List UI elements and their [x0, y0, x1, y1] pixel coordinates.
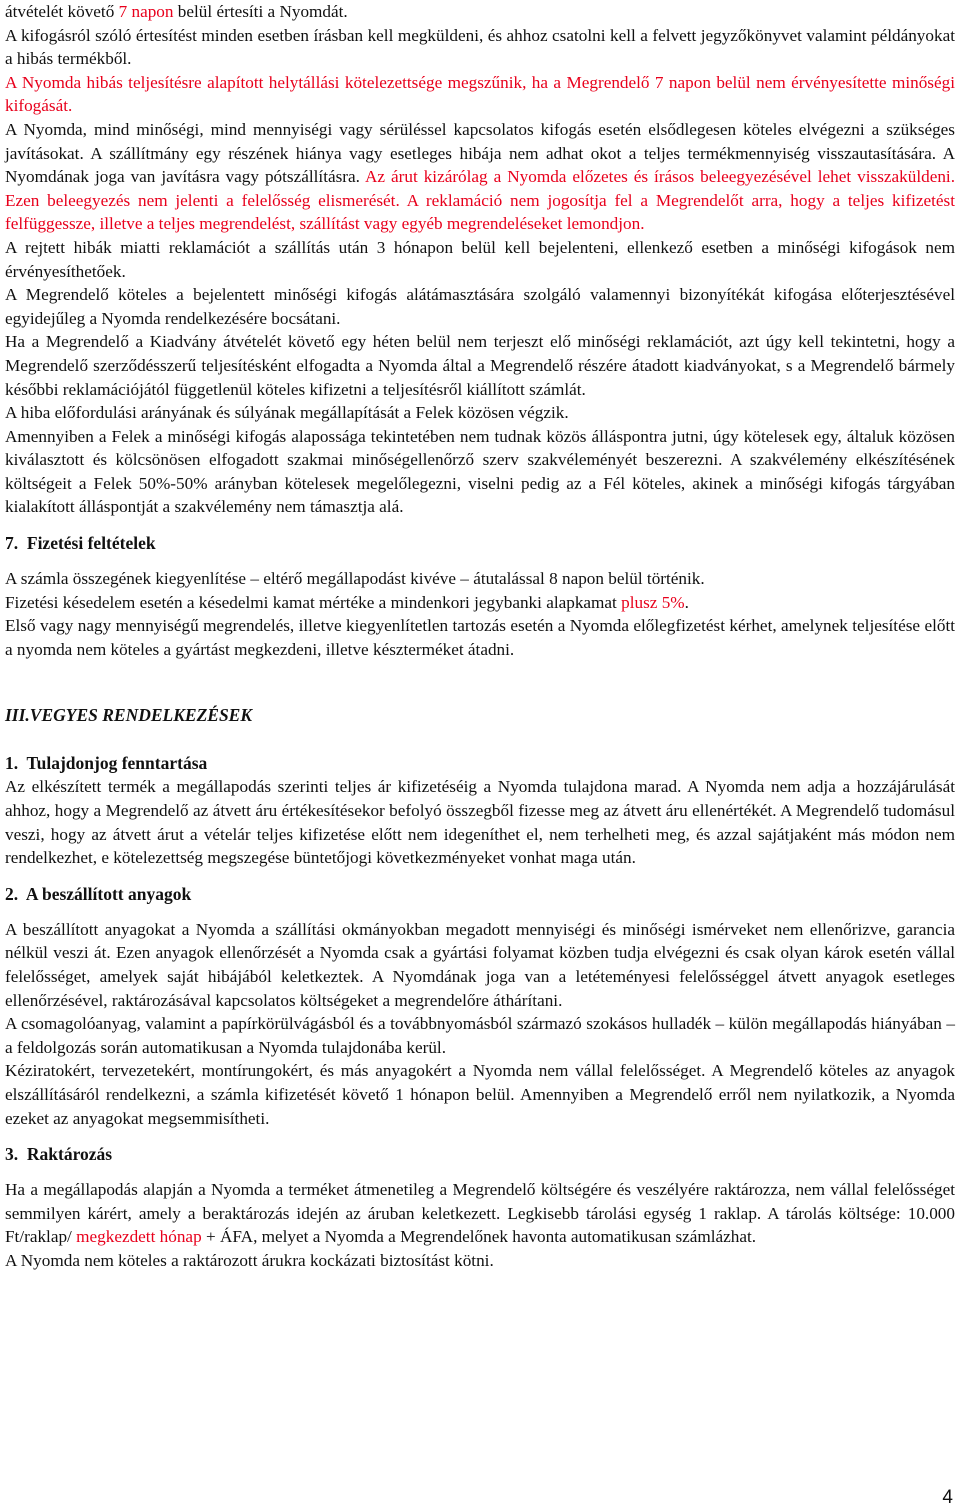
section-2-heading: 2. A beszállított anyagok	[5, 883, 192, 904]
paragraph-evidence: A Megrendelő köteles a bejelentett minőségi kifogás alátámasztására szolgáló valamennyi bizonyítékát kifogása előterjesztésével egyidejűleg a Nyomda rendelkezésére bocsátani.	[5, 285, 955, 328]
paragraph-repairs: A Nyomda, mind minőségi, mind mennyiségi vagy sérüléssel kapcsolatos kifogás esetén elsődlegesen köteles elvégezni a szükséges javításokat. A szállítmány egy részének hiánya vagy esetleges hibája nem adhat okot a teljes termékmennyiség visszautasítására. A Nyomdának joga van javításra vagy pótszállításra. Az árut kizárólag a Nyomda előzetes és írásos beleegyezésével lehet visszaküldeni. Ezen beleegyezés nem jelenti a felelősség elismerését. A reklamáció nem jogosítja fel a Megrendelőt arra, hogy a teljes kifizetést felfüggessze, illetve a teljes megrendelést, szállítást vagy egyéb megrendeléseket lemondjon.	[5, 119, 955, 234]
highlight-return-consent: Az árut kizárólag a Nyomda előzetes és írásos beleegyezésével lehet visszaküldeni. Ezen beleegyezés nem jelenti a felelősség elismerését. A reklamáció nem jogosítja fel a Megrendelőt arra, hogy a teljes kifizetést felfüggessze, illetve a teljes megrendelést, szállítást vagy egyéb megrendeléseket lemondjon.	[5, 167, 955, 234]
section-1-heading: 1. Tulajdonjog fenntartása	[5, 753, 208, 774]
paragraph-advance-payment: Első vagy nagy mennyiségű megrendelés, illetve kiegyenlítetlen tartozás esetén a Nyomda előlegfizetést kérhet, amelynek teljesítése előtt a nyomda nem köteles a gyártást megkezdeni, illetve készterméket átadni.	[5, 616, 955, 659]
highlight-started-month: megkezdett hónap	[76, 1227, 202, 1247]
paragraph-notice-deadline: átvételét követő 7 napon belül értesíti a Nyomdát.	[5, 2, 348, 21]
paragraph-payment-terms: A számla összegének kiegyenlítése – eltérő megállapodást kivéve – átutalással 8 napon belül történik.	[5, 569, 705, 589]
part-3-heading: III.VEGYES RENDELKEZÉSEK	[5, 705, 253, 726]
paragraph-expert-opinion: Amennyiben a Felek a minőségi kifogás alaposságа tekintetében nem tudnak közös álláspontra jutni, úgy kötelesek egy, általuk közösen kiválasztott és kölcsönösen elfogadott szakmai minőségellenőrző szerv szakvéleményét beszerezni. A szakvélemény elkészítésének költségeit a Felek 50%-50% arányban kötelesek megelőlegezni, viselni pedig az a Fél köteles, akinek a minőségi kifogás tárgyában kialakított álláspontját a szakvélemény nem támasztja alá.	[5, 426, 955, 517]
paragraph-ownership: Az elkészített termék a megállapodás szerinti teljes ár kifizetéséig a Nyomda tulajdona marad. A Nyomda nem adja a hozzájárulását ahhoz, hogy a Megrendelő az átvett áru értékesítésekor befolyó összegből fizesse meg az átvett áru ellenértékét. A Megrendelő tudomásul veszi, hogy az átvett árut a vételár teljes kifizetése előtt nem idegeníthet el, nem terhelheti meg, és azzal sajátjaként más módon nem rendelkezhet, e kötelezettség megszegése büntetőjogi következményeket vonhat maga után.	[5, 777, 955, 868]
paragraph-insurance: A Nyomda nem köteles a raktározott árukra kockázati biztosítást kötni.	[5, 1250, 494, 1270]
paragraph-acceptance: Ha a Megrendelő a Kiadvány átvételét követő egy héten belül nem terjeszt elő minőségi reklamációt, azt úgy kell tekintetni, hogy a Megrendelő szerződésszerű teljesítésként elfogadta a Nyomda által a Megrendelő részére átadott kiadványokat, s a Megrendelő bármely későbbi reklamációjától függetlenül köteles kifizetni a teljesítésről kiállított számlát.	[5, 332, 955, 399]
paragraph-late-interest: Fizetési késedelem esetén a késedelmi kamat mértéke a mindenkori jegybanki alapkamat plusz 5%.	[5, 592, 689, 612]
highlight-plus-5-percent: plusz 5%	[621, 592, 685, 612]
document-page	[5, 0, 955, 1273]
page-number: 4	[942, 1487, 953, 1508]
section-7-heading: 7. Fizetési feltételek	[5, 533, 156, 554]
paragraph-supplied-materials: A beszállított anyagokat a Nyomda a szállítási okmányokban megadott mennyiségi és minőségi ismérveket nem ellenőrizve, garancia nélkül veszi át. Ezen anyagok ellenőrzését a Nyomda csak a gyártási folyamat közben tudja elvégezni és csak olyan károk esetén vállal felelősséget, amelyek saját hibájából keletkeztek. A Nyomdának joga van a letéteményesi felelősséggel átvett anyagok esetleges ellenőrzésével, raktározásával kapcsolatos költségeket a megrendelőre áthárítani.	[5, 919, 955, 1010]
paragraph-liability-ends: A Nyomda hibás teljesítésre alapított helytállási kötelezettsége megszűnik, ha a Megrendelő 7 napon belül nem érvényesítette minőségi kifogását.	[5, 72, 955, 116]
paragraph-manuscripts: Kéziratokért, tervezetekért, montírungokért, és más anyagokért a Nyomda nem vállal felelősséget. A Megrendelő köteles az anyagok elszállításáról rendelkezni, a számla kifizetését követő 1 hónapon belül. Amennyiben a Megrendelő erről nem nyilatkozik, a Nyomda ezeket az anyagokat megsemmisítheti.	[5, 1061, 955, 1128]
paragraph-defect-assessment: A hiba előfordulási arányának és súlyának megállapítását a Felek közösen végzik.	[5, 403, 569, 423]
highlight-7-days: 7 napon	[118, 2, 174, 21]
paragraph-packaging-waste: A csomagolóanyag, valamint a papírkörülvágásból és a továbbnyomásból származó szokásos hulladék – külön megállapodás hiányában – a feldolgozás során automatikusan a Nyomda tulajdonába kerül.	[5, 1014, 955, 1057]
paragraph-hidden-defects: A rejtett hibák miatti reklamációt a szállítás után 3 hónapon belül kell bejelenteni, ellenkező esetben a minőségi kifogások nem érvényesíthetőek.	[5, 237, 955, 281]
paragraph-storage: Ha a megállapodás alapján a Nyomda a terméket átmenetileg a Megrendelő költségére és veszélyére raktározza, nem vállal felelősséget semmilyen kárért, amely a beraktározás idején az áruban keletkezett. Legkisebb tárolási egység 1 raklap. A tárolás költsége: 10.000 Ft/raklap/ megkezdett hónap + ÁFA, melyet a Nyomda a Megrendelőnek havonta automatikusan számlázhat.	[5, 1180, 955, 1247]
section-3-heading: 3. Raktározás	[5, 1144, 113, 1165]
paragraph-written-complaint: A kifogásról szóló értesítést minden esetben írásban kell megküldeni, és ahhoz csatolni kell a felvett jegyzőkönyvet valamint példányokat a hibás termékből.	[5, 25, 955, 69]
